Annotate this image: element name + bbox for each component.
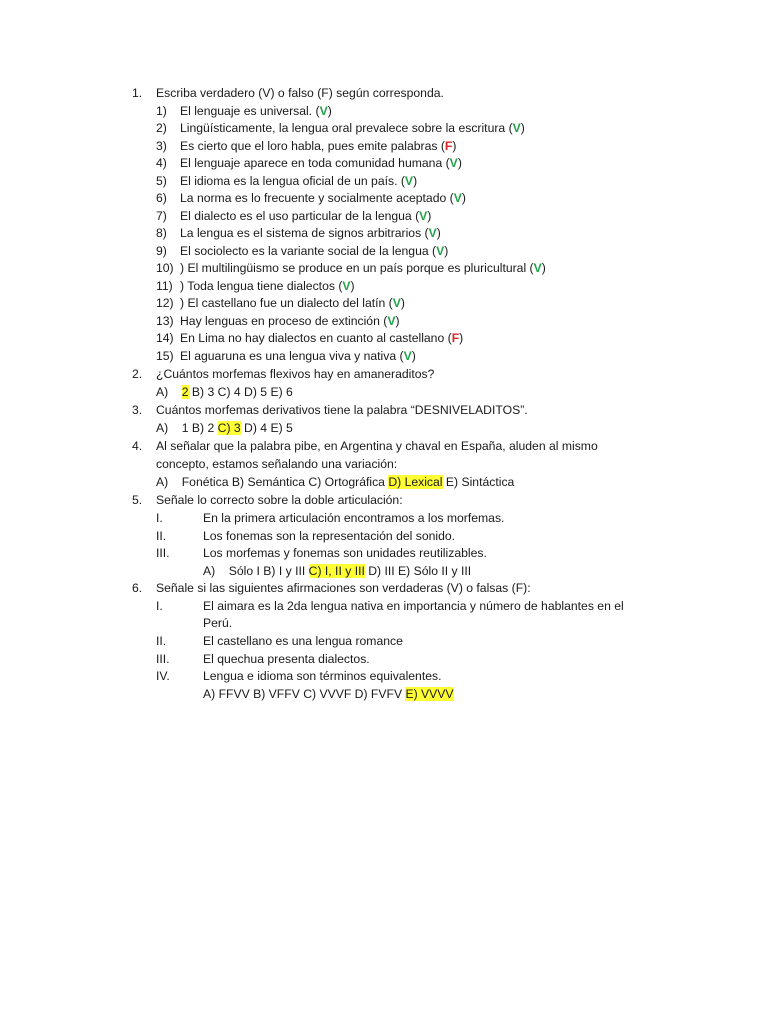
q1-item-number: 13) — [156, 313, 174, 328]
q4-text-line1: Al señalar que la palabra pibe, en Argentina y chaval en España, aluden al mismo — [156, 439, 598, 453]
q1-item-close-paren: ) — [427, 208, 432, 223]
q1-item-text — [180, 155, 462, 173]
q1-item-close-paren: ) — [400, 296, 405, 310]
q1-item-text — [180, 278, 355, 296]
q1-item-statement: El lenguaje aparece en toda comunidad humana ( — [180, 156, 450, 170]
q5-item-2-text: Los fonemas son la representación del sonido. — [203, 529, 456, 543]
q1-item-answer-mark: F — [444, 138, 453, 153]
q1-item-close-paren: ) — [457, 156, 462, 170]
q6-item-4-num: IV. — [156, 669, 170, 683]
q3-text: Cuántos morfemas derivativos tiene la palabra “DESNIVELADITOS”. — [156, 403, 528, 417]
q2-text: ¿Cuántos morfemas flexivos hay en amaneraditos? — [156, 367, 435, 381]
q1-item-statement: El aguaruna es una lengua viva y nativa ( — [180, 348, 404, 363]
q1-item-statement: La norma es lo frecuente y socialmente aceptado ( — [180, 191, 454, 205]
q1-item-close-paren: ) — [444, 243, 449, 258]
q1-item-statement: El lenguaje es universal. ( — [180, 103, 320, 118]
q1-item-answer-mark: V — [436, 243, 445, 258]
q2-ans-num: A) — [156, 385, 169, 399]
q4-correct-answer: D) Lexical — [388, 475, 443, 489]
q3-number: 3. — [132, 403, 143, 417]
q6-item-1-cont: Perú. — [203, 616, 233, 630]
q1-item-answer-mark: V — [428, 226, 437, 240]
q2-correct-answer: 2 — [181, 385, 189, 399]
q5-number: 5. — [132, 493, 143, 507]
q1-item-text — [180, 173, 417, 191]
q6-item-1-num: I. — [156, 599, 163, 613]
q1-item-close-paren: ) — [461, 191, 466, 205]
q1-item-answer-mark: V — [403, 348, 412, 363]
q1-item-close-paren: ) — [350, 278, 355, 293]
q5-item-1-num: I. — [156, 511, 163, 525]
q1-item-close-paren: ) — [413, 173, 418, 188]
q1-item-number: 7) — [156, 208, 167, 223]
q1-item-close-paren: ) — [395, 313, 400, 328]
q1-item-number: 14) — [156, 331, 174, 345]
q4-text-line2: concepto, estamos señalando una variación: — [156, 457, 398, 471]
q1-item-close-paren: ) — [327, 103, 332, 118]
q1-item-statement: La lengua es el sistema de signos arbitrarios ( — [180, 226, 429, 240]
q1-item-statement: ) Toda lengua tiene dialectos ( — [180, 278, 343, 293]
q5-ans-post: D) III E) Sólo II y III — [364, 564, 472, 578]
q1-item-text — [180, 208, 431, 226]
q1-number: 1. — [132, 86, 143, 100]
q1-item-number: 6) — [156, 191, 167, 205]
q4-ans-pre: Fonética B) Semántica C) Ortográfica — [181, 475, 389, 489]
q6-ans-pre: A) FFVV B) VFFV C) VVVF D) FVFV — [203, 687, 406, 701]
q3-ans-num: A) — [156, 421, 169, 435]
q1-item-statement: El sociolecto es la variante social de la lengua ( — [180, 243, 437, 258]
q1-item-answer-mark: V — [512, 121, 521, 135]
q1-item-answer-mark: V — [533, 261, 542, 275]
q1-item-answer-mark: V — [342, 278, 351, 293]
q2-answers — [156, 384, 293, 402]
q5-item-2-num: II. — [156, 529, 167, 543]
q1-item-text — [180, 330, 463, 348]
q3-ans-pre: 1 B) 2 — [181, 421, 218, 435]
q1-item-text — [180, 120, 525, 138]
q4-ans-num: A) — [156, 475, 169, 489]
q1-item-statement: El idioma es la lengua oficial de un país. ( — [180, 173, 405, 188]
q1-item-answer-mark: V — [319, 103, 328, 118]
q1-item-answer-mark: V — [449, 156, 458, 170]
q6-answers — [203, 686, 454, 704]
q6-item-2-num: II. — [156, 634, 167, 648]
q3-ans-post: D) 4 E) 5 — [240, 421, 293, 435]
q1-item-close-paren: ) — [459, 331, 464, 345]
q5-ans-pre: Sólo I B) I y III — [228, 564, 309, 578]
q1-item-number: 9) — [156, 243, 167, 258]
q1-item-close-paren: ) — [452, 138, 457, 153]
q4-ans-post: E) Sintáctica — [442, 475, 515, 489]
q1-item-text — [180, 225, 441, 243]
q2-number: 2. — [132, 367, 143, 381]
q1-item-number: 12) — [156, 296, 174, 310]
q1-item-text — [180, 138, 456, 156]
q6-text: Señale si las siguientes afirmaciones son verdaderas (V) o falsas (F): — [156, 581, 531, 595]
q1-item-text — [180, 243, 448, 261]
q6-correct-answer: E) VVVV — [405, 687, 454, 701]
q1-item-answer-mark: V — [404, 173, 414, 188]
q1-item-number: 10) — [156, 261, 174, 275]
q1-item-text — [180, 103, 332, 121]
q1-item-answer-mark: F — [451, 331, 460, 345]
q5-item-1-text: En la primera articulación encontramos a los morfemas. — [203, 511, 505, 525]
q1-item-answer-mark: V — [392, 296, 401, 310]
q1-item-number: 8) — [156, 226, 167, 240]
q1-item-number: 15) — [156, 348, 174, 363]
q5-text: Señale lo correcto sobre la doble articulación: — [156, 493, 403, 507]
q1-item-text — [180, 313, 400, 331]
q1-item-text — [180, 348, 416, 366]
q1-item-close-paren: ) — [436, 226, 441, 240]
q1-item-number: 11) — [156, 278, 173, 293]
q5-answers — [203, 563, 471, 581]
q1-item-answer-mark: V — [419, 208, 428, 223]
q4-number: 4. — [132, 439, 143, 453]
q1-text: Escriba verdadero (V) o falso (F) según corresponda. — [156, 86, 444, 100]
q1-item-statement: Hay lenguas en proceso de extinción ( — [180, 313, 388, 328]
q1-item-text — [180, 260, 546, 278]
q1-item-close-paren: ) — [411, 348, 416, 363]
q1-item-text — [180, 190, 466, 208]
q1-item-text — [180, 295, 405, 313]
q1-item-statement: Es cierto que el loro habla, pues emite palabras ( — [180, 138, 445, 153]
q3-correct-answer: C) 3 — [217, 421, 241, 435]
q1-item-statement: El dialecto es el uso particular de la lengua ( — [180, 208, 420, 223]
q1-item-statement: ) El castellano fue un dialecto del latín ( — [180, 296, 393, 310]
q3-answers — [156, 420, 293, 438]
q4-answers — [156, 474, 514, 492]
q1-item-answer-mark: V — [453, 191, 462, 205]
q5-item-3-text: Los morfemas y fonemas son unidades reutilizables. — [203, 546, 487, 560]
q1-item-number: 2) — [156, 121, 167, 135]
q1-item-statement: ) El multilingüismo se produce en un país porque es pluricultural ( — [180, 261, 534, 275]
q6-item-3-num: III. — [156, 652, 170, 666]
q1-item-number: 4) — [156, 156, 167, 170]
q1-item-close-paren: ) — [541, 261, 546, 275]
q2-other-options: B) 3 C) 4 D) 5 E) 6 — [191, 385, 293, 399]
q6-number: 6. — [132, 581, 143, 595]
q6-item-2-text: El castellano es una lengua romance — [203, 634, 403, 648]
q5-item-3-num: III. — [156, 546, 170, 560]
q1-item-statement: Lingüísticamente, la lengua oral prevalece sobre la escritura ( — [180, 121, 513, 135]
q1-item-number: 1) — [156, 103, 167, 118]
q6-item-4-text: Lengua e idioma son términos equivalentes. — [203, 669, 442, 683]
q1-item-number: 5) — [156, 173, 167, 188]
q5-correct-answer: C) I, II y III — [308, 564, 365, 578]
q6-item-3-text: El quechua presenta dialectos. — [203, 652, 370, 666]
q5-ans-num: A) — [203, 564, 216, 578]
q1-item-close-paren: ) — [520, 121, 525, 135]
q1-item-statement: En Lima no hay dialectos en cuanto al castellano ( — [180, 331, 452, 345]
q6-item-1-text: El aimara es la 2da lengua nativa en importancia y número de hablantes en el — [203, 599, 624, 613]
q1-item-answer-mark: V — [387, 313, 396, 328]
q1-item-number: 3) — [156, 138, 167, 153]
